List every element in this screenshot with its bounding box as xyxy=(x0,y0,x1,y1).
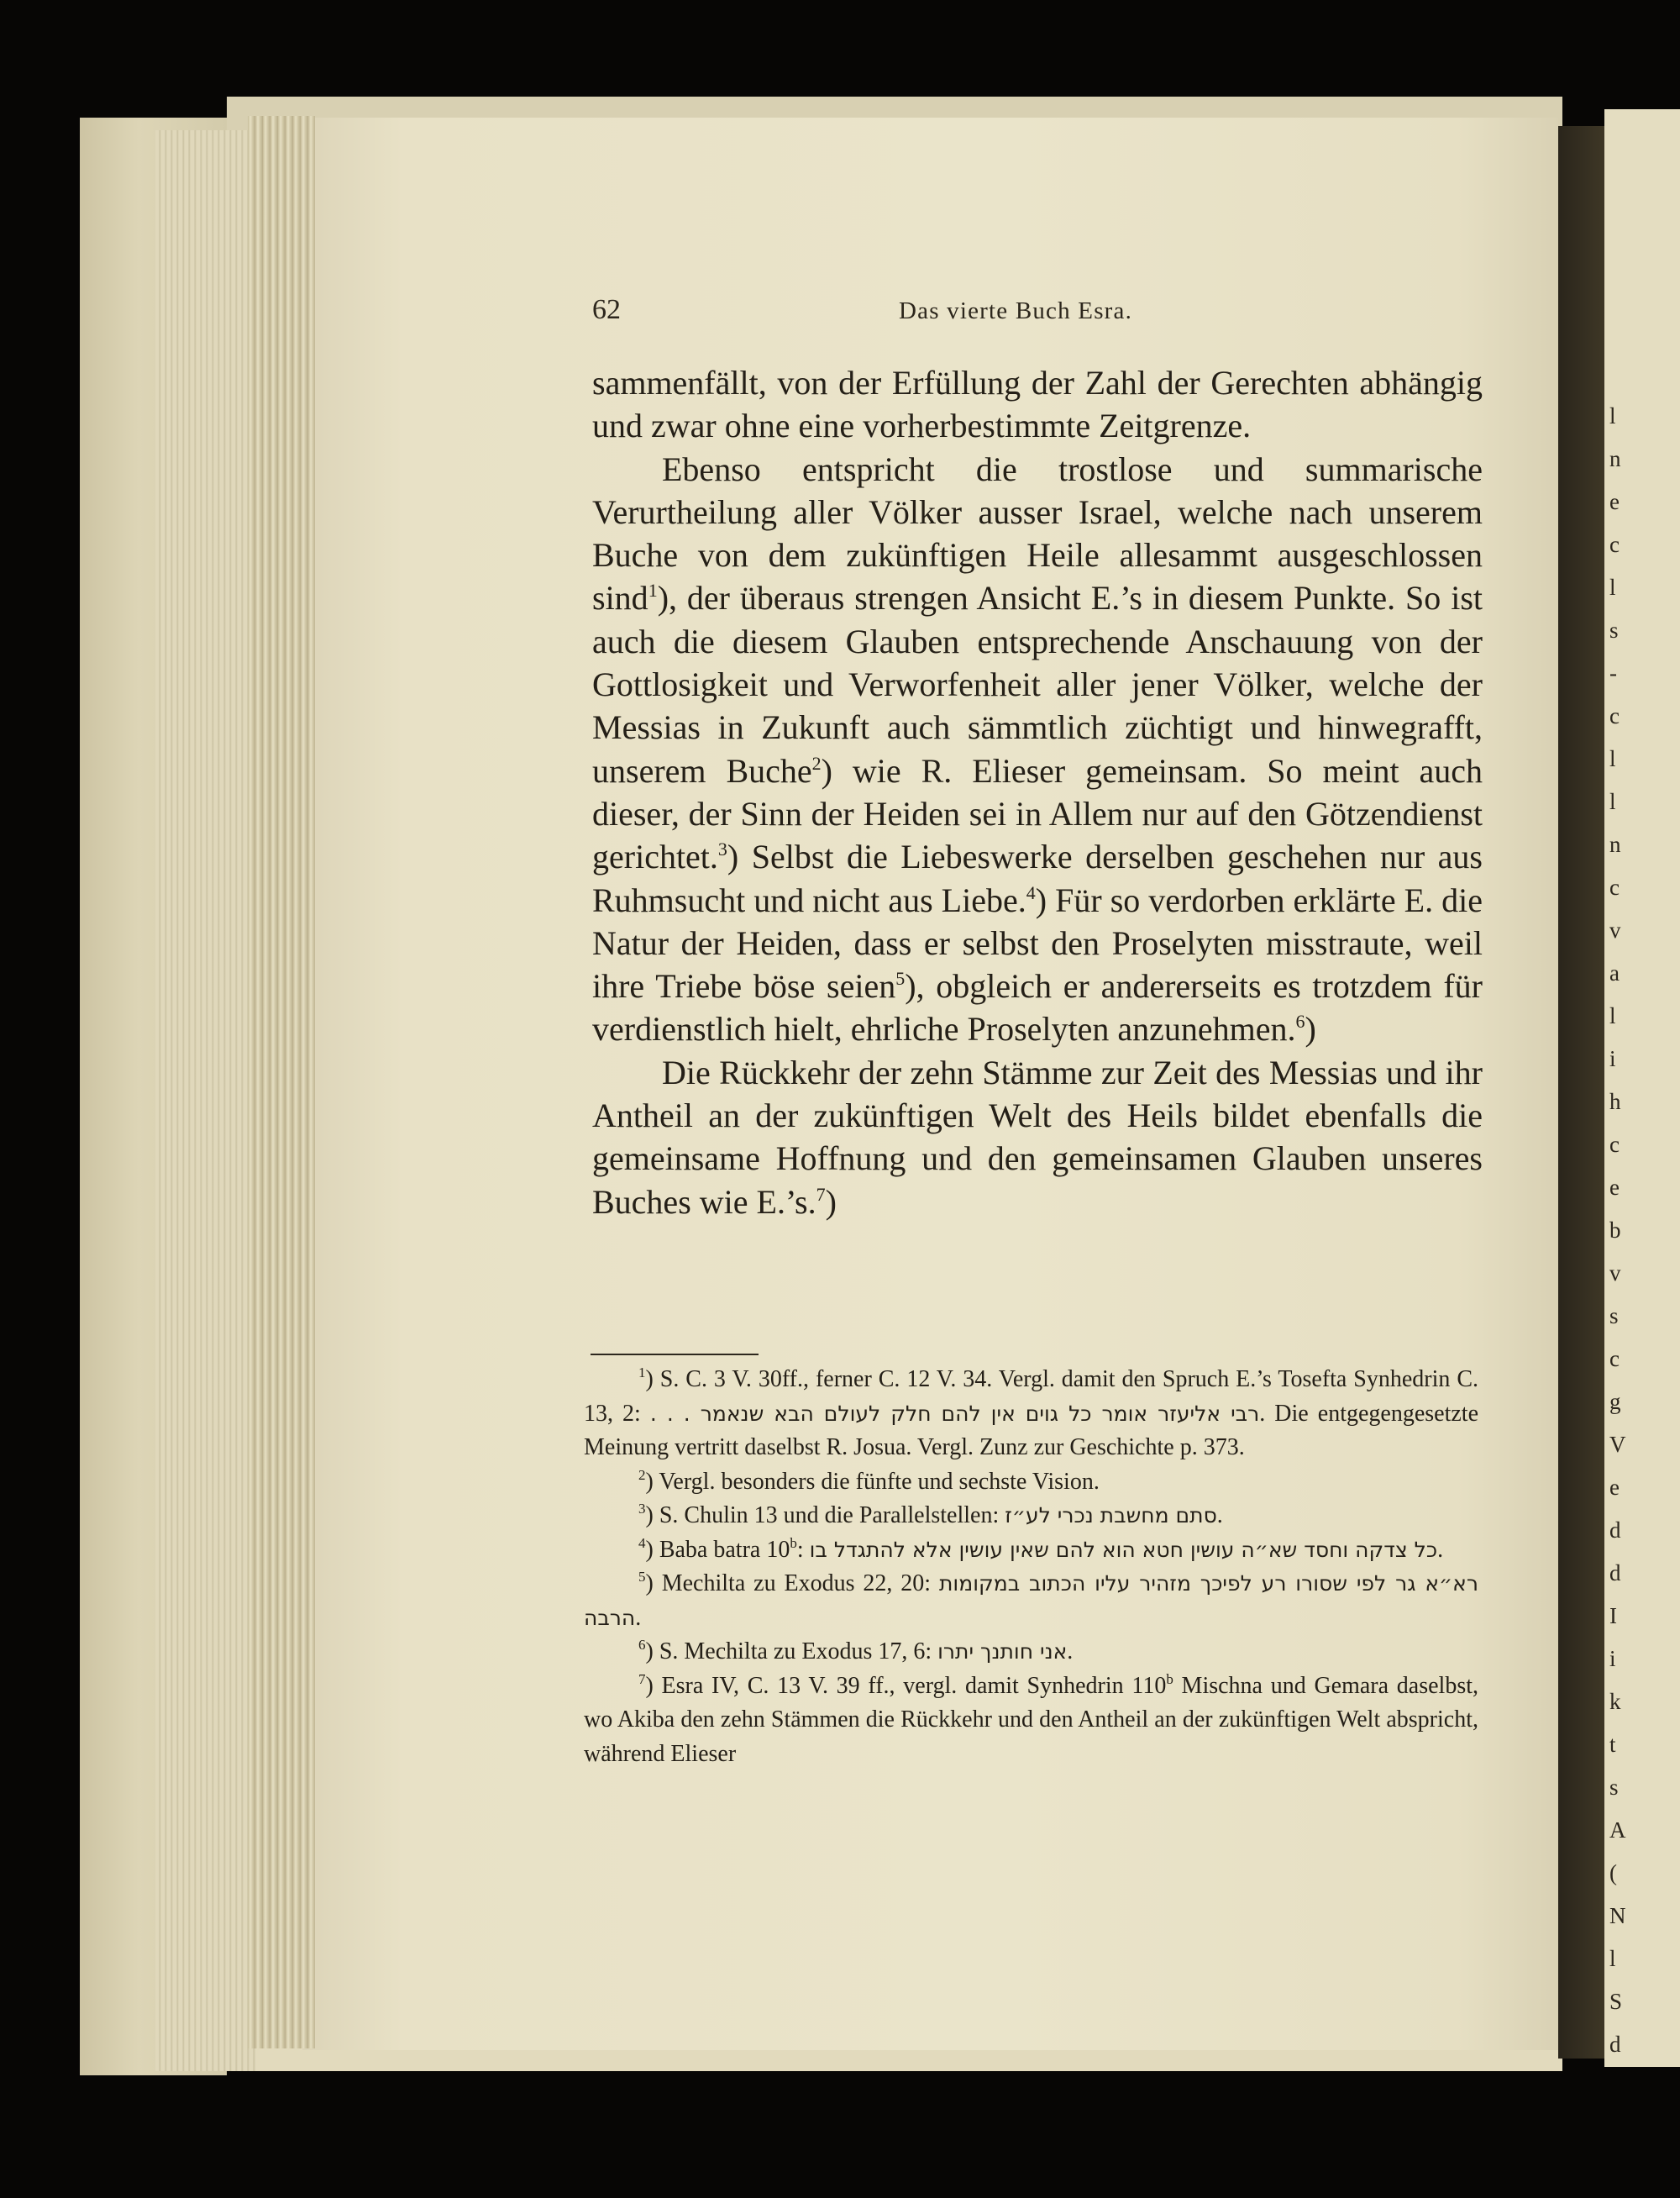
footnote-6 xyxy=(584,1635,1478,1670)
facing-page-letter: d xyxy=(1609,2032,1621,2057)
running-title: Das vierte Buch Esra. xyxy=(899,297,1133,324)
footnote-text: : xyxy=(796,1536,810,1563)
paragraph-text: Ebenso entspricht die trostlose und summarische Verurtheilung aller Völker ausser Israel, welche nach unserem Buche von dem zukünftigen Heile allesammt ausgeschlossen sind xyxy=(592,450,1483,618)
hebrew-quote: סתם מחשבת נכרי לע״ז xyxy=(1005,1503,1217,1528)
facing-page-letter: e xyxy=(1609,1475,1620,1500)
footnote-4 xyxy=(584,1533,1478,1568)
facing-page-letter: n xyxy=(1609,446,1621,471)
paragraph-text: ) xyxy=(1305,1010,1316,1049)
facing-page-letter: l xyxy=(1609,1946,1616,1971)
facing-page-letter: c xyxy=(1609,532,1620,557)
facing-page-letter: N xyxy=(1609,1903,1626,1928)
paragraph-text: ) xyxy=(825,1182,837,1221)
footnote-text: . xyxy=(1216,1502,1223,1528)
page-number: 62 xyxy=(592,294,621,325)
facing-page-letter: S xyxy=(1609,1989,1623,2014)
footnote-marker: 3 xyxy=(717,839,727,860)
main-text xyxy=(592,361,1483,1223)
footnote-number: 3 xyxy=(638,1501,646,1517)
footnote-text: ) Mechilta zu Exodus 22, 20: xyxy=(645,1570,939,1596)
hebrew-quote: אני חותנך יתרו xyxy=(937,1639,1068,1664)
footnote-number: 4 xyxy=(638,1534,646,1551)
paragraph-text: sammenfällt, von der Erfüllung der Zahl der Gerechten abhängig und zwar ohne eine vorherbestimmte Zeitgrenze. xyxy=(592,364,1483,445)
facing-page-letter: s xyxy=(1609,618,1619,643)
facing-page-letter: l xyxy=(1609,1003,1616,1028)
footnote-text: ) S. C. 3 V. 30ff., ferner C. 12 V. 34. Vergl. damit den Spruch E.’s Tosefta Synhedrin C. 13, 2: xyxy=(584,1366,1478,1427)
facing-page-letter: i xyxy=(1609,1046,1616,1071)
footnote-5 xyxy=(584,1567,1478,1635)
footnote-marker: 7 xyxy=(816,1183,826,1205)
footnote-text: . xyxy=(635,1604,642,1631)
paragraph-text: ) Für so verdorben erklärte E. die Natur der Heiden, dass er selbst den Proselyten misstraute, weil ihre Triebe böse seien xyxy=(592,881,1483,1006)
paragraph-text: ) Selbst die Liebeswerke derselben geschehen nur aus Ruhmsucht und nicht aus Liebe. xyxy=(592,838,1483,919)
paragraph-voelker xyxy=(592,448,1483,1051)
footnote-marker: 1 xyxy=(648,580,658,602)
footnote-number: 5 xyxy=(638,1569,646,1585)
footnote-1 xyxy=(584,1363,1478,1465)
facing-page-letter: c xyxy=(1609,1346,1620,1371)
footnote-3 xyxy=(584,1499,1478,1533)
facing-page-letter: l xyxy=(1609,789,1616,814)
folio-side-marker: b xyxy=(790,1534,797,1551)
binding-shadow xyxy=(1558,126,1604,2059)
footnote-number: 6 xyxy=(638,1637,646,1653)
facing-page-letter: b xyxy=(1609,1217,1621,1243)
facing-page-letter: - xyxy=(1609,660,1617,686)
footnote-text: . xyxy=(1067,1638,1074,1664)
footnote-text: ) Esra IV, C. 13 V. 39 ff., vergl. damit Synhedrin 110 xyxy=(645,1672,1167,1699)
footnote-text: . Die entgegengesetzte Meinung vertritt daselbst R. Josua. Vergl. Zunz zur Geschichte p. 373. xyxy=(584,1400,1479,1460)
footnotes xyxy=(584,1363,1478,1771)
stacked-page-edges xyxy=(155,130,256,2071)
footnote-text: Mischna und Gemara daselbst, wo Akiba den zehn Stämmen die Rückkehr und den Antheil an der zukünftigen Welt abspricht, während Elieser xyxy=(584,1672,1478,1767)
facing-page-letter: V xyxy=(1609,1432,1626,1457)
facing-page-letter: c xyxy=(1609,1132,1620,1157)
facing-page-letter: v xyxy=(1609,918,1621,943)
hebrew-quote: רבי אליעזר אומר כל גוים אין להם חלק לעולם הבא שנאמר . . . xyxy=(649,1401,1260,1426)
facing-page-letter: l xyxy=(1609,403,1616,429)
footnote-marker: 5 xyxy=(895,968,906,990)
facing-page-letter: i xyxy=(1609,1646,1616,1671)
footnote-number: 2 xyxy=(638,1466,646,1483)
footnote-number: 7 xyxy=(638,1670,646,1687)
facing-page-letter: v xyxy=(1609,1260,1621,1286)
paragraph-continuation xyxy=(592,361,1483,448)
facing-page-letter: c xyxy=(1609,875,1620,900)
facing-page-letter: l xyxy=(1609,575,1616,600)
footnote-text: ) Vergl. besonders die fünfte und sechste Vision. xyxy=(645,1468,1100,1495)
facing-page-letter: n xyxy=(1609,832,1621,857)
footnote-number: 1 xyxy=(638,1365,646,1380)
footnote-text: ) S. Mechilta zu Exodus 17, 6: xyxy=(645,1638,938,1664)
facing-page-letter: c xyxy=(1609,703,1620,728)
paragraph-text: ), der überaus strengen Ansicht E.’s in diesem Punkte. So ist auch die diesem Glauben entsprechende Anschauung von der Gottlosigkeit und Verworfenheit aller jener Völker, welche der Messias in Zukunft auch sämmtlich züchtigt und hinwegrafft, unserem Buche xyxy=(592,579,1483,790)
facing-page-letter: A xyxy=(1609,1817,1626,1843)
footnote-marker: 6 xyxy=(1295,1011,1305,1033)
facing-page-letter: e xyxy=(1609,489,1620,514)
folio-side-marker: b xyxy=(1166,1670,1173,1687)
facing-page-fragment xyxy=(1604,109,1680,2067)
facing-page-letter: l xyxy=(1609,746,1616,771)
paragraph-text: ) wie R. Elieser gemeinsam. So meint auch dieser, der Sinn der Heiden sei in Allem nur auf den Götzendienst gerichtet. xyxy=(592,751,1483,876)
facing-page-letter: ( xyxy=(1609,1860,1617,1885)
paragraph-text: Die Rückkehr der zehn Stämme zur Zeit des Messias und ihr Antheil an der zukünftigen Welt des Heils bildet ebenfalls die gemeinsame Hoffnung und den gemeinsamen Glauben unseres Buches wie E.’s. xyxy=(592,1053,1483,1221)
facing-page-letter: d xyxy=(1609,1517,1621,1543)
paragraph-text: ), obgleich er andererseits es trotzdem für verdienstlich hielt, ehrliche Proselyten anzunehmen. xyxy=(592,967,1483,1049)
hebrew-quote: רא״א גר לפי שסורו רע לפיכך מזהיר עליו הכתוב במקומות הרבה xyxy=(584,1571,1478,1630)
facing-page-letters xyxy=(1609,395,1626,2066)
footnote-text: . xyxy=(1437,1536,1444,1563)
hebrew-quote: כל צדקה וחסד שא״ה עושין חטא הוא להם שאין עושין אלא להתגדל בו xyxy=(809,1537,1438,1562)
page-gutter xyxy=(248,116,315,2048)
page-header xyxy=(592,294,1483,336)
facing-page-letter: g xyxy=(1609,1389,1621,1414)
footnote-marker: 2 xyxy=(811,752,822,774)
facing-page-letter: I xyxy=(1609,1603,1617,1628)
facing-page-letter: d xyxy=(1609,1560,1621,1585)
facing-page-letter: s xyxy=(1609,1303,1619,1328)
footnote-divider xyxy=(591,1354,759,1355)
facing-page-letter: k xyxy=(1609,1689,1621,1714)
facing-page-letter: h xyxy=(1609,1089,1621,1114)
paragraph-zehn-staemme xyxy=(592,1051,1483,1223)
footnote-marker: 4 xyxy=(1026,881,1036,903)
facing-page-letter: e xyxy=(1609,1175,1620,1200)
facing-page-letter: a xyxy=(1609,960,1620,986)
footnote-2 xyxy=(584,1465,1478,1500)
facing-page-letter: s xyxy=(1609,1775,1619,1800)
footnote-7 xyxy=(584,1670,1478,1772)
footnote-text: ) S. Chulin 13 und die Parallelstellen: xyxy=(645,1502,1005,1528)
footnote-text: ) Baba batra 10 xyxy=(645,1536,790,1563)
facing-page-letter: t xyxy=(1609,1732,1616,1757)
